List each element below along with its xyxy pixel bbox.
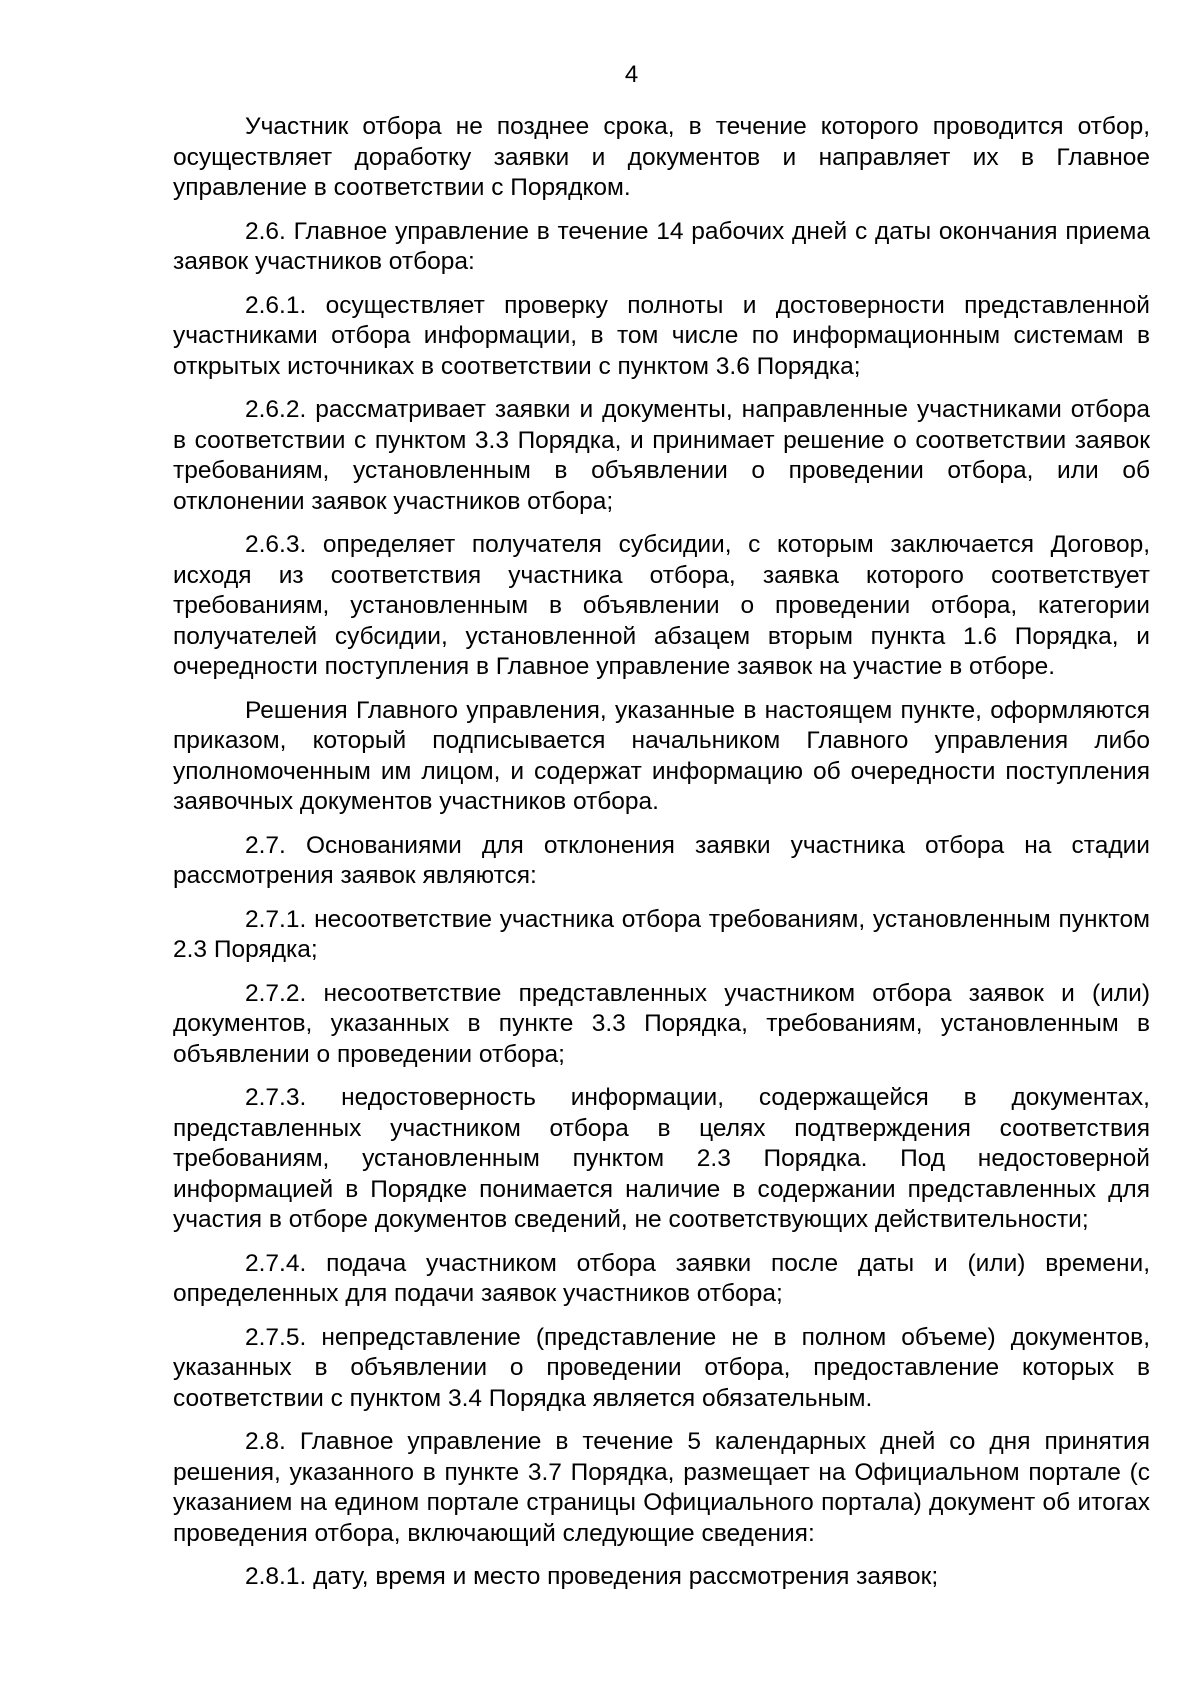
paragraph-2-6-3: 2.6.3. определяет получателя субсидии, с которым заключается Договор, исходя из соответствия участника отбора, заявка которого соответствует требованиям, установленным в объявлении о проведении отбора, категории получателей субсидии, установленной абзацем вторым пункта 1.6 Порядка, и очередности поступления в Главное управление заявок на участие в отборе. <box>173 531 1150 680</box>
paragraph-2-7-3: 2.7.3. недостоверность информации, содержащейся в документах, представленных участником отбора в целях подтверждения соответствия требованиям, установленным пунктом 2.3 Порядка. Под недостоверной информацией в Порядке понимается наличие в содержании представленных для участия в отборе документов сведений, не соответствующих действительности; <box>173 1084 1150 1233</box>
document-body <box>173 112 1150 1606</box>
paragraph-2-6-1: 2.6.1. осуществляет проверку полноты и достоверности представленной участниками отбора информации, в том числе по информационным системам в открытых источниках в соответствии с пунктом 3.6 Порядка; <box>173 291 1150 380</box>
page-number: 4 <box>624 61 639 88</box>
paragraph-2-8-1: 2.8.1. дату, время и место проведения рассмотрения заявок; <box>245 1563 939 1590</box>
paragraph-2-8: 2.8. Главное управление в течение 5 календарных дней со дня принятия решения, указанного в пункте 3.7 Порядка, размещает на Официальном портале (с указанием на едином портале страницы Официального портала) документ об итогах проведения отбора, включающий следующие сведения: <box>173 1428 1150 1547</box>
paragraph-2-7-4: 2.7.4. подача участником отбора заявки после даты и (или) времени, определенных для подачи заявок участников отбора; <box>173 1249 1150 1307</box>
paragraph-2-7-2: 2.7.2. несоответствие представленных участником отбора заявок и (или) документов, указанных в пункте 3.3 Порядка, требованиям, установленным в объявлении о проведении отбора; <box>173 979 1150 1068</box>
paragraph-applicant-revision: Участник отбора не позднее срока, в течение которого проводится отбор, осуществляет доработку заявки и документов и направляет их в Главное управление в соответствии с Порядком. <box>173 113 1150 201</box>
paragraph-2-7-5: 2.7.5. непредставление (представление не в полном объеме) документов, указанных в объявлении о проведении отбора, предоставление которых в соответствии с пунктом 3.4 Порядка является обязательным. <box>173 1323 1150 1412</box>
paragraph-2-7: 2.7. Основаниями для отклонения заявки участника отбора на стадии рассмотрения заявок являются: <box>173 831 1150 889</box>
paragraph-2-6-2: 2.6.2. рассматривает заявки и документы, направленные участниками отбора в соответствии с пунктом 3.3 Порядка, и принимает решение о соответствии заявок требованиям, установленным в объявлении о проведении отбора, или об отклонении заявок участников отбора; <box>173 396 1150 515</box>
paragraph-2-6: 2.6. Главное управление в течение 14 рабочих дней с даты окончания приема заявок участников отбора: <box>173 217 1150 275</box>
paragraph-decisions: Решения Главного управления, указанные в настоящем пункте, оформляются приказом, который подписывается начальником Главного управления либо уполномоченным им лицом, и содержат информацию об очередности поступления заявочных документов участников отбора. <box>173 696 1150 815</box>
paragraph-2-7-1: 2.7.1. несоответствие участника отбора требованиям, установленным пунктом 2.3 Порядка; <box>173 905 1150 963</box>
